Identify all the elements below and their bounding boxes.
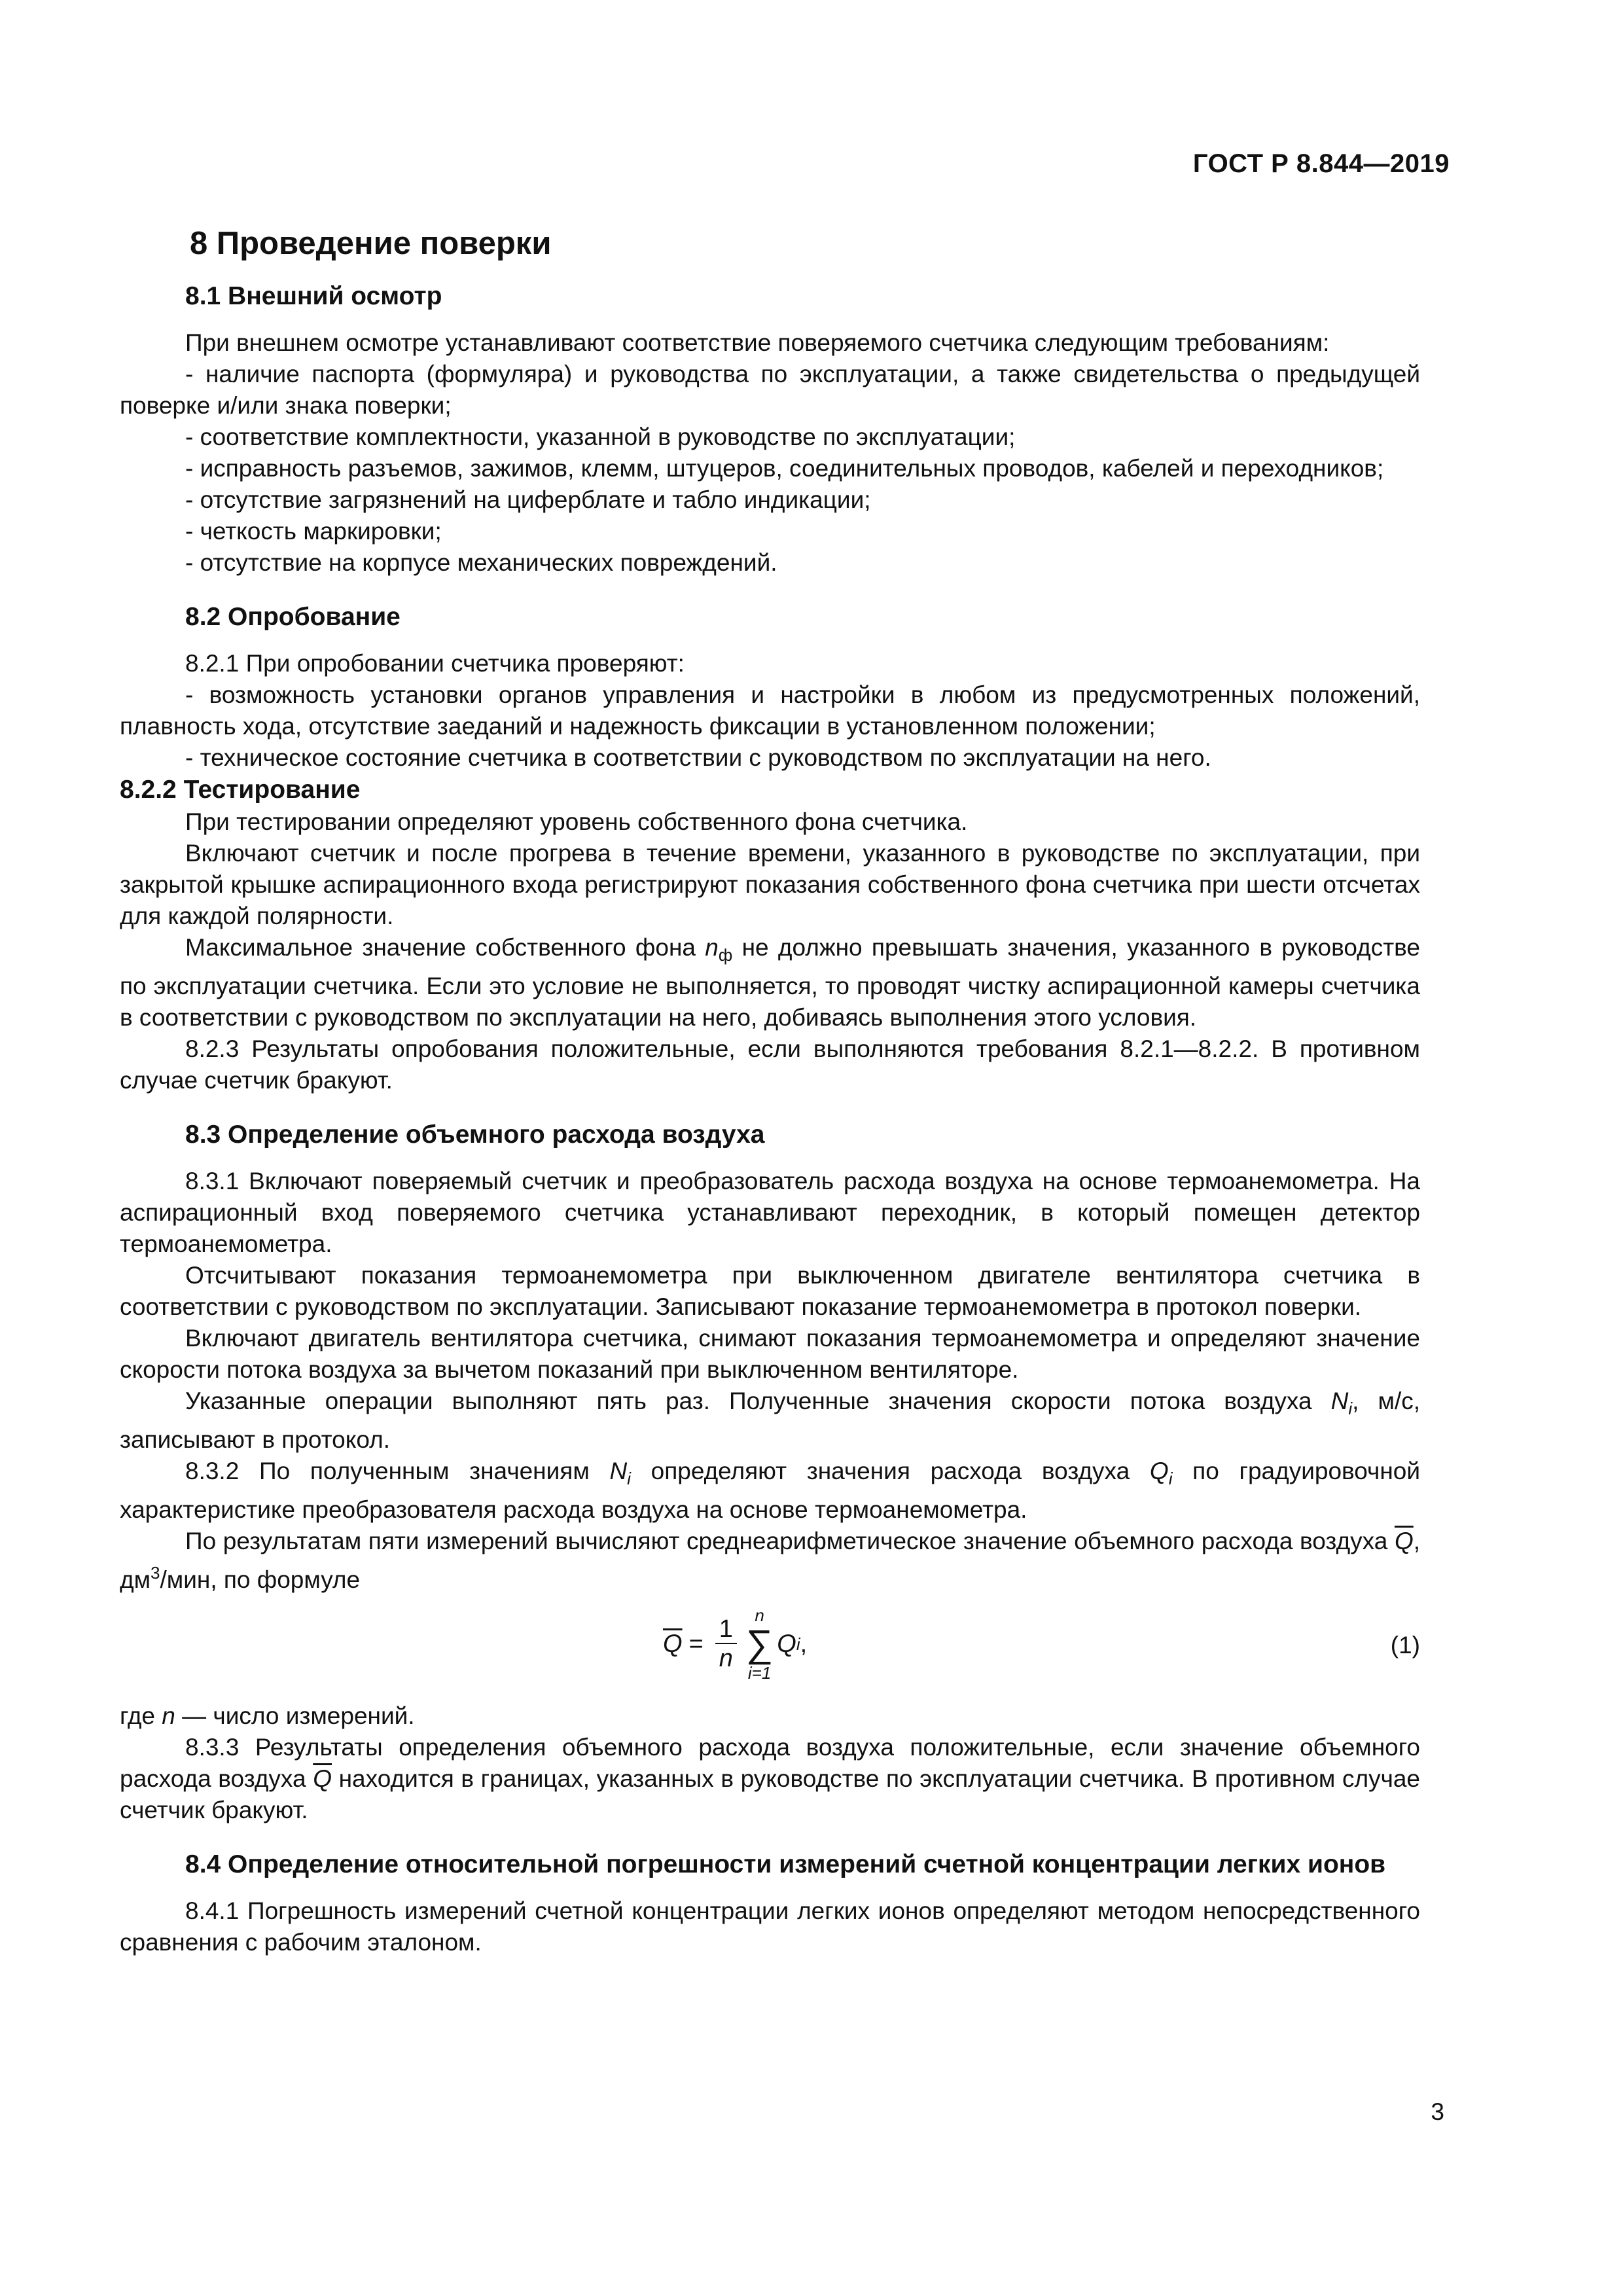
formula-equals: = — [688, 1630, 704, 1658]
math-variable: Q — [1149, 1458, 1169, 1484]
subsection-title-8-1: 8.1 Внешний осмотр — [185, 282, 442, 310]
paragraph: Включают двигатель вентилятора счетчика, снимают показания термоанемометра и определяют значение скорости потока воздуха за вычетом показаний при выключенном вентиляторе. — [120, 1325, 1420, 1383]
math-subscript: i — [1348, 1399, 1353, 1418]
fraction-numerator: 1 — [715, 1615, 737, 1644]
equation-number: (1) — [1390, 1632, 1420, 1659]
paragraph: 8.2.1 При опробовании счетчика проверяют: — [185, 650, 685, 677]
paragraph — [120, 1732, 1420, 1826]
list-item: - отсутствие на корпусе механических повреждений. — [185, 549, 777, 576]
text-run: Указанные операции выполняют пять раз. Полученные значения скорости потока воздуха — [185, 1388, 1331, 1414]
text-run: /мин, по формуле — [160, 1566, 361, 1593]
subsection-title-8-2-2: 8.2.2 Тестирование — [120, 776, 361, 804]
paragraph: 8.2.3 Результаты опробования положительные, если выполняются требования 8.2.1—8.2.2. В противном случае счетчик бракуют. — [120, 1035, 1420, 1094]
math-variable: N — [1330, 1388, 1349, 1414]
math-variable: n — [162, 1702, 175, 1729]
text-run: — число измерений. — [175, 1702, 415, 1729]
paragraph: Включают счетчик и после прогрева в течение времени, указанного в руководстве по эксплуатации, при закрытой крышке аспирационного входа регистрируют показания собственного фона счетчика при шести отсчетах для каждой полярности. — [120, 840, 1420, 929]
paragraph — [120, 1526, 1420, 1596]
text-run: находится в границах, указанных в руководстве по эксплуатации счетчика. В противном случае счетчик бракуют. — [120, 1765, 1421, 1823]
math-subscript: ф — [718, 945, 733, 965]
paragraph: 8.3.1 Включают поверяемый счетчик и преобразователь расхода воздуха на основе термоанемометра. На аспирационный вход поверяемого счетчика устанавливают переходник, в который помещен детектор термоанемометра. — [120, 1168, 1420, 1257]
sum-upper-limit: n — [755, 1605, 764, 1625]
formula-mean-flow — [663, 1606, 807, 1682]
subsection-title-8-2: 8.2 Опробование — [185, 603, 401, 631]
paragraph — [120, 1456, 1420, 1526]
list-item: - отсутствие загрязнений на циферблате и табло индикации; — [185, 486, 871, 513]
section-title: 8 Проведение поверки — [190, 226, 552, 261]
formula-sum — [746, 1606, 773, 1682]
page-content — [120, 224, 1420, 1958]
paragraph — [120, 1700, 1420, 1732]
fraction-denominator: n — [719, 1645, 733, 1672]
paragraph: 8.4.1 Погрешность измерений счетной концентрации легких ионов определяют методом непосредственного сравнения с рабочим эталоном. — [120, 1897, 1420, 1956]
subsection-title-8-3: 8.3 Определение объемного расхода воздуха — [185, 1121, 765, 1149]
text-run: , м/с, записывают в протокол. — [120, 1388, 1420, 1453]
text-run: 8.3.3 Результаты определения объемного расхода воздуха положительные, если значение объемного расхода воздуха — [120, 1734, 1420, 1792]
formula-tail: , — [800, 1630, 808, 1658]
paragraph: Отсчитывают показания термоанемометра при выключенном двигателе вентилятора счетчика в соответствии с руководством по эксплуатации. Записывают показание термоанемометра в протокол поверки. — [120, 1262, 1420, 1320]
list-item: - исправность разъемов, зажимов, клемм, штуцеров, соединительных проводов, кабелей и переходников; — [185, 455, 1384, 482]
text-run: по градуировочной характеристике преобразователя расхода воздуха на основе термоанемометра. — [120, 1458, 1420, 1523]
paragraph — [120, 1386, 1420, 1456]
text-run: не должно превышать значения, указанного в руководстве по эксплуатации счетчика. Если это условие не выполняется, то проводят чистку аспирационной камеры счетчика в соответствии с руководством по эксплуатации на него, добиваясь выполнения этого условия. — [120, 934, 1420, 1031]
list-item: - соответствие комплектности, указанной в руководстве по эксплуатации; — [185, 423, 1016, 450]
list-item: - наличие паспорта (формуляра) и руководства по эксплуатации, а также свидетельства о предыдущей поверке и/или знака поверки; — [120, 361, 1420, 419]
paragraph: При внешнем осмотре устанавливают соответствие поверяемого счетчика следующим требованиям: — [185, 329, 1330, 356]
text-run: где — [120, 1702, 162, 1729]
math-variable-mean: $\overline{Q}$ — [1394, 1528, 1414, 1554]
list-item: - четкость маркировки; — [185, 518, 442, 545]
subsection-title-8-4: 8.4 Определение относительной погрешности измерений счетной концентрации легких ионов — [185, 1850, 1386, 1878]
document-code: ГОСТ Р 8.844—2019 — [1192, 149, 1450, 178]
paragraph — [120, 932, 1420, 1033]
formula-term: Q — [777, 1630, 796, 1658]
math-variable: N — [609, 1458, 628, 1484]
paragraph: При тестировании определяют уровень собственного фона счетчика. — [185, 808, 968, 835]
math-subscript: i — [627, 1469, 631, 1488]
text-run: Максимальное значение собственного фона — [185, 934, 705, 961]
math-subscript: i — [1168, 1469, 1173, 1488]
text-run: По результатам пяти измерений вычисляют среднеарифметическое значение объемного расхода воздуха — [185, 1528, 1395, 1554]
formula-term-subscript: i — [796, 1634, 800, 1654]
sum-lower-limit: i=1 — [747, 1663, 772, 1683]
math-superscript: 3 — [151, 1563, 160, 1583]
text-run: , дм — [120, 1528, 1420, 1593]
list-item: - возможность установки органов управления и настройки в любом из предусмотренных положений, плавность хода, отсутствие заеданий и надежность фиксации в установленном положении; — [120, 681, 1420, 740]
formula-fraction — [715, 1615, 737, 1673]
list-item: - техническое состояние счетчика в соответствии с руководством по эксплуатации на него. — [185, 744, 1211, 771]
sum-symbol: ∑ — [745, 1623, 774, 1665]
math-variable: n — [705, 934, 719, 961]
formula-lhs: $\overline{Q}$ — [663, 1630, 683, 1658]
page-number: 3 — [1431, 2098, 1444, 2125]
math-variable-mean: $\overline{Q}$ — [313, 1765, 332, 1792]
text-run: определяют значения расхода воздуха — [630, 1458, 1150, 1484]
text-run: 8.3.2 По полученным значениям — [185, 1458, 610, 1484]
formula-block — [120, 1598, 1420, 1696]
